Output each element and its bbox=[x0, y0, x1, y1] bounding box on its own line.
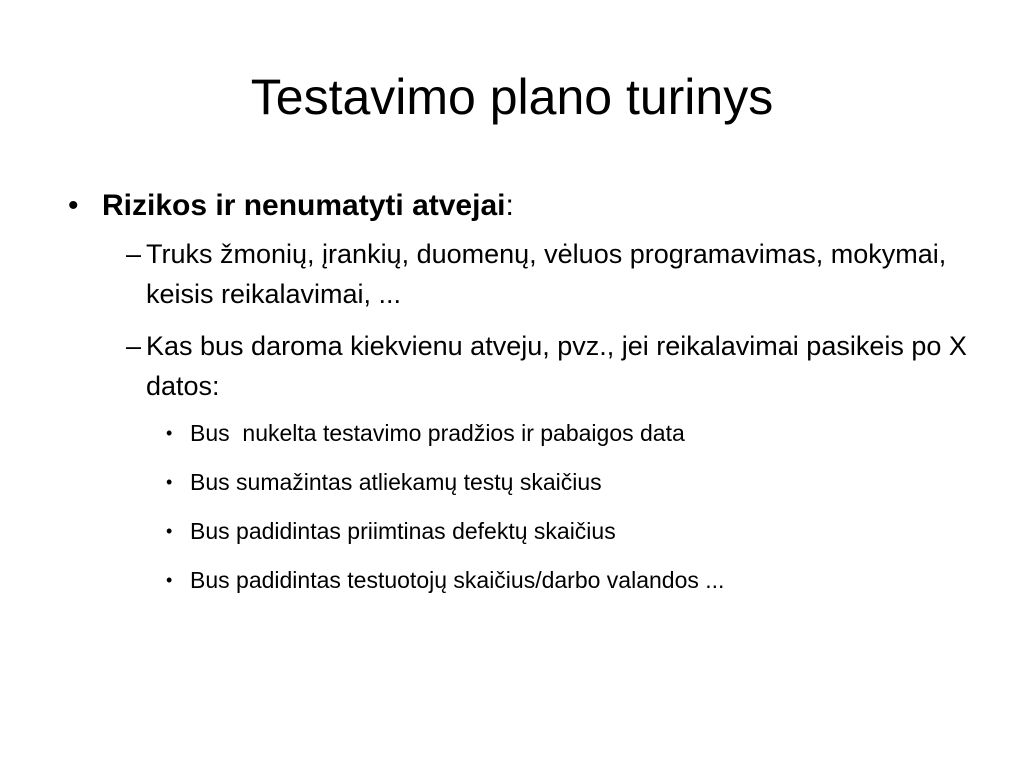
sub-point-item bbox=[126, 326, 968, 406]
sub-sub-point-text: Bus padidintas priimtinas defektų skaičius bbox=[190, 518, 616, 544]
main-point-heading: Rizikos ir nenumatyti atvejai bbox=[102, 189, 506, 222]
sub-point-text: Kas bus daroma kiekvienu atveju, pvz., jei reikalavimai pasikeis po X datos: bbox=[146, 331, 967, 401]
dash-icon: – bbox=[126, 239, 142, 269]
sub-point-item bbox=[126, 234, 968, 314]
sub-sub-point-list bbox=[68, 418, 968, 595]
bullet-icon: • bbox=[166, 472, 173, 492]
sub-sub-point-item bbox=[166, 467, 968, 497]
slide-title: Testavimo plano turinys bbox=[250, 69, 774, 125]
bullet-icon: • bbox=[68, 189, 79, 222]
sub-point-text: Truks žmonių, įrankių, duomenų, vėluos programavimas, mokymai, keisis reikalavimai, ... bbox=[146, 239, 947, 309]
bullet-icon: • bbox=[166, 570, 173, 590]
slide-body bbox=[68, 186, 968, 614]
bullet-icon: • bbox=[166, 521, 173, 541]
sub-sub-point-text: Bus padidintas testuotojų skaičius/darbo valandos ... bbox=[190, 567, 725, 593]
dash-icon: – bbox=[126, 331, 142, 361]
sub-sub-point-text: Bus nukelta testavimo pradžios ir pabaigos data bbox=[190, 420, 685, 446]
main-point-suffix: : bbox=[505, 189, 514, 222]
sub-sub-point-item bbox=[166, 565, 968, 595]
sub-sub-point-item bbox=[166, 418, 968, 448]
bullet-icon: • bbox=[166, 423, 173, 443]
bullet-item-main bbox=[68, 186, 968, 226]
sub-sub-point-item bbox=[166, 516, 968, 546]
sub-sub-point-text: Bus sumažintas atliekamų testų skaičius bbox=[190, 469, 602, 495]
